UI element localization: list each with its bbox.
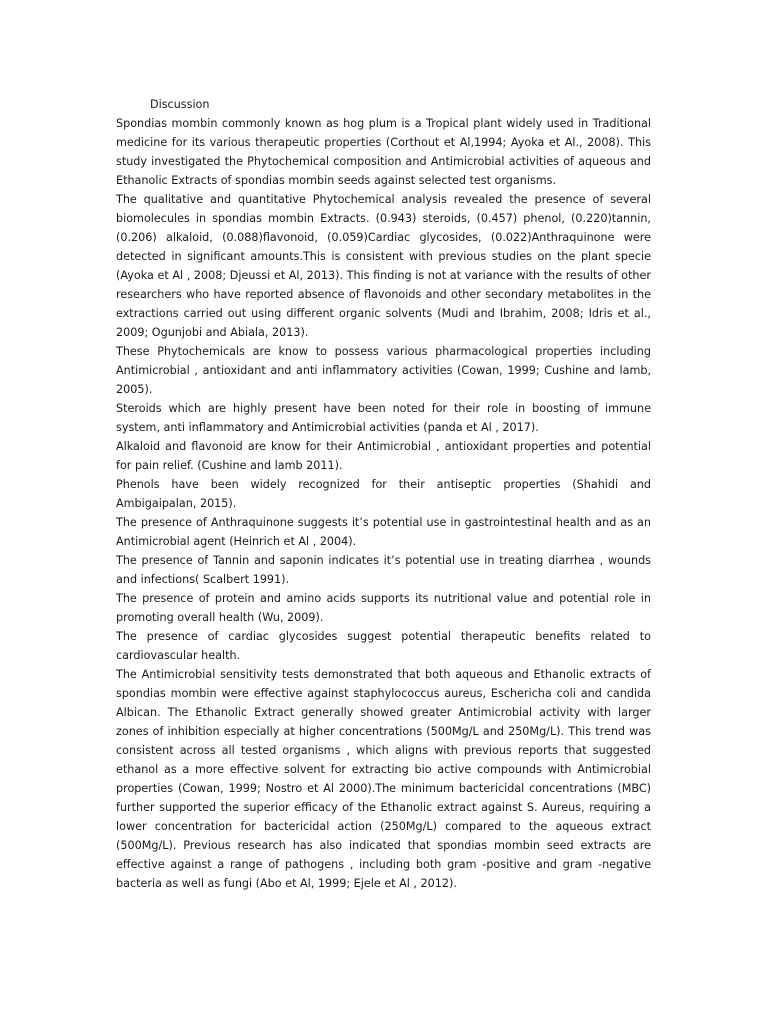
section-heading: Discussion: [150, 98, 210, 111]
paragraph-alkaloid-flavonoid: Alkaloid and flavonoid are know for their Antimicrobial , antioxidant properties and potential for pain relief. (Cushine and lamb 2011).: [116, 440, 651, 472]
paragraph-pharmacological-properties: These Phytochemicals are know to possess various pharmacological properties including Antimicrobial , antioxidant and anti inflammatory activities (Cowan, 1999; Cushine and lamb, 2005).: [116, 345, 651, 396]
paragraph-cardiac-glycosides: The presence of cardiac glycosides suggest potential therapeutic benefits related to cardiovascular health.: [116, 630, 651, 662]
paragraph-protein-amino-acids: The presence of protein and amino acids supports its nutritional value and potential role in promoting overall health (Wu, 2009).: [116, 592, 651, 624]
paragraph-phytochemical-analysis: The qualitative and quantitative Phytochemical analysis revealed the presence of several biomolecules in spondias mombin Extracts. (0.943) steroids, (0.457) phenol, (0.220)tannin, (0.206) alkaloid, (0.088)flavonoid, (0.059)Cardiac glycosides, (0.022)Anthraquinone were detected in significant amounts.This is consistent with previous studies on the plant specie (Ayoka et Al , 2008; Djeussi et Al, 2013). This finding is not at variance with the results of other researchers who have reported absence of flavonoids and other secondary metabolites in the extractions carried out using different organic solvents (Mudi and Ibrahim, 2008; Idris et al., 2009; Ogunjobi and Abiala, 2013).: [116, 193, 651, 339]
paragraph-antimicrobial-sensitivity: The Antimicrobial sensitivity tests demonstrated that both aqueous and Ethanolic extracts of spondias mombin were effective against staphylococcus aureus, Eschericha coli and candida Albican. The Ethanolic Extract generally showed greater Antimicrobial activity with larger zones of inhibition especially at higher concentrations (500Mg/L and 250Mg/L). This trend was consistent across all tested organisms , which aligns with previous reports that suggested ethanol as a more effective solvent for extracting bio active compounds with Antimicrobial properties (Cowan, 1999; Nostro et Al 2000).The minimum bactericidal concentrations (MBC) further supported the superior efficacy of the Ethanolic extract against S. Aureus, requiring a lower concentration for bactericidal action (250Mg/L) compared to the aqueous extract (500Mg/L). Previous research has also indicated that spondias mombin seed extracts are effective against a range of pathogens , including both gram -positive and gram -negative bacteria as well as fungi (Abo et Al, 1999; Ejele et Al , 2012).: [116, 668, 651, 890]
document-page: [116, 95, 651, 893]
paragraph-intro: Spondias mombin commonly known as hog plum is a Tropical plant widely used in Traditional medicine for its various therapeutic properties (Corthout et Al,1994; Ayoka et Al., 2008). This study investigated the Phytochemical composition and Antimicrobial activities of aqueous and Ethanolic Extracts of spondias mombin seeds against selected test organisms.: [116, 117, 651, 187]
paragraph-steroids: Steroids which are highly present have been noted for their role in boosting of immune system, anti inflammatory and Antimicrobial activities (panda et Al , 2017).: [116, 402, 651, 434]
paragraph-anthraquinone: The presence of Anthraquinone suggests it’s potential use in gastrointestinal health and as an Antimicrobial agent (Heinrich et Al , 2004).: [116, 516, 651, 548]
paragraph-tannin-saponin: The presence of Tannin and saponin indicates it’s potential use in treating diarrhea , wounds and infections( Scalbert 1991).: [116, 554, 651, 586]
paragraph-phenols: Phenols have been widely recognized for their antiseptic properties (Shahidi and Ambigaipalan, 2015).: [116, 478, 651, 510]
